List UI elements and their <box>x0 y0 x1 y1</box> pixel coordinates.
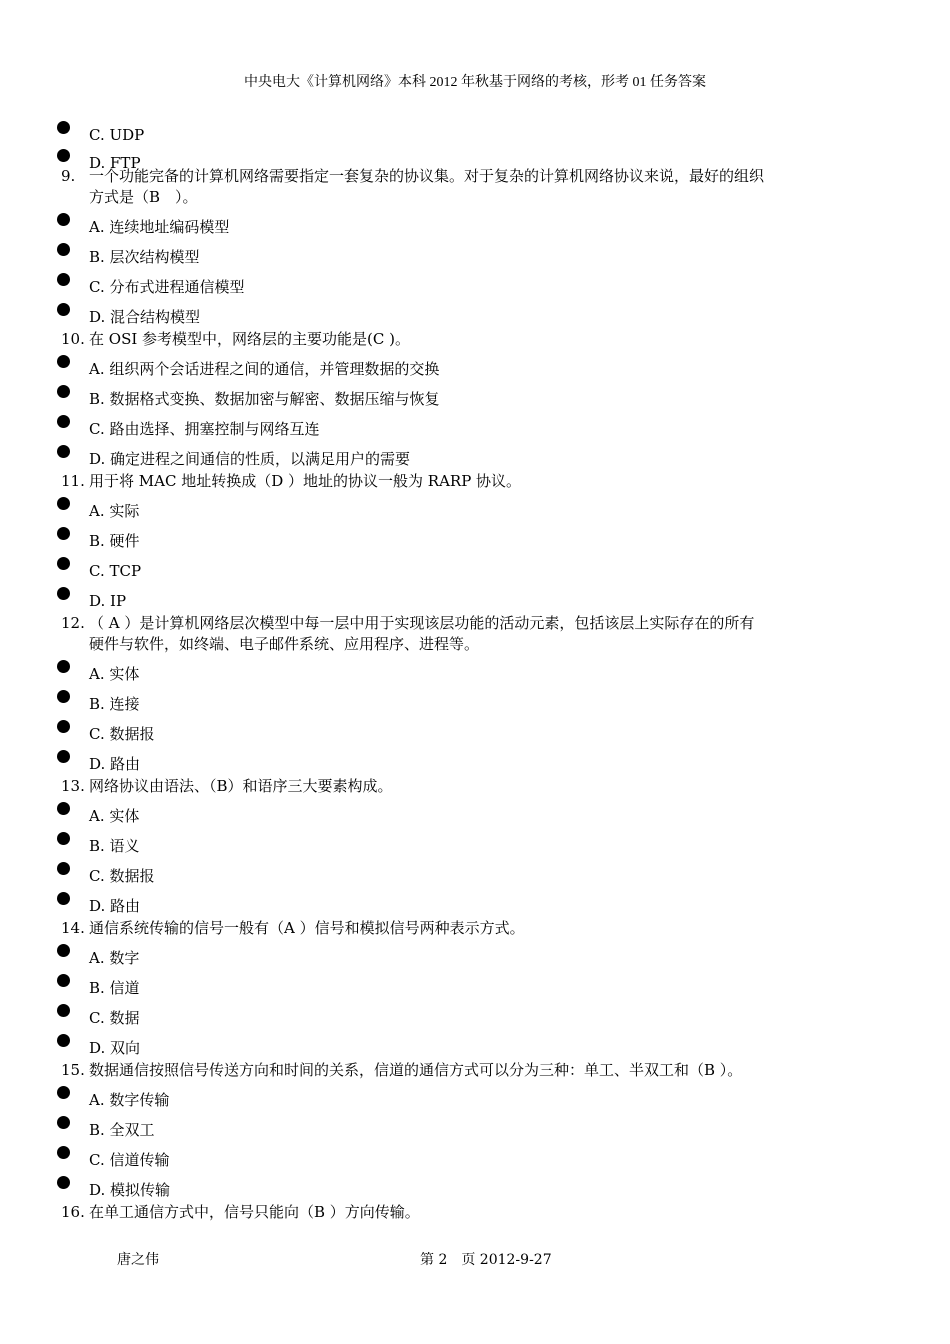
bullet-icon <box>57 802 70 815</box>
bullet-icon <box>57 527 70 540</box>
question-text: 通信系统传输的信号一般有（A ）信号和模拟信号两种表示方式。 <box>89 919 525 937</box>
question-text: 网络协议由语法、（B）和语序三大要素构成。 <box>89 777 393 795</box>
bullet-icon <box>57 1034 70 1047</box>
question-number: 9. <box>61 167 76 185</box>
bullet-icon <box>57 445 70 458</box>
question-number: 11. <box>61 472 85 490</box>
bullet-icon <box>57 1146 70 1159</box>
question-text: 用于将 MAC 地址转换成（D ）地址的协议一般为 RARP 协议。 <box>89 472 522 490</box>
question-text: 在 OSI 参考模型中，网络层的主要功能是(C )。 <box>89 330 410 348</box>
bullet-icon <box>57 587 70 600</box>
bullet-icon <box>57 149 70 162</box>
answer-option: B. 硬件 <box>89 532 140 550</box>
question-text: 一个功能完备的计算机网络需要指定一套复杂的协议集。对于复杂的计算机网络协议来说，最好的组织 <box>89 167 765 185</box>
footer-author: 唐之伟 <box>117 1252 159 1268</box>
answer-option: A. 组织两个会话进程之间的通信，并管理数据的交换 <box>89 360 440 378</box>
question-number: 10. <box>61 330 85 348</box>
answer-option: A. 数字传输 <box>89 1091 170 1109</box>
bullet-icon <box>57 121 70 134</box>
answer-option: D. IP <box>89 592 127 610</box>
bullet-icon <box>57 213 70 226</box>
bullet-icon <box>57 750 70 763</box>
answer-option: A. 实际 <box>89 502 140 520</box>
answer-option: C. UDP <box>89 126 145 144</box>
answer-option: A. 数字 <box>89 949 140 967</box>
answer-option: D. 双向 <box>89 1039 141 1057</box>
question-number: 15. <box>61 1061 85 1079</box>
bullet-icon <box>57 385 70 398</box>
bullet-icon <box>57 355 70 368</box>
answer-option: B. 层次结构模型 <box>89 248 200 266</box>
answer-option: A. 连续地址编码模型 <box>89 218 230 236</box>
answer-option: D. 路由 <box>89 897 141 915</box>
question-text: 在单工通信方式中，信号只能向（B ）方向传输。 <box>89 1203 420 1221</box>
answer-option: C. 分布式进程通信模型 <box>89 278 245 296</box>
bullet-icon <box>57 1176 70 1189</box>
bullet-icon <box>57 690 70 703</box>
answer-option: B. 语义 <box>89 837 140 855</box>
bullet-icon <box>57 497 70 510</box>
bullet-icon <box>57 832 70 845</box>
bullet-icon <box>57 660 70 673</box>
answer-option: C. 数据报 <box>89 867 155 885</box>
answer-option: D. 模拟传输 <box>89 1181 171 1199</box>
answer-option: C. TCP <box>89 562 142 580</box>
answer-option: B. 连接 <box>89 695 140 713</box>
bullet-icon <box>57 862 70 875</box>
question-number: 14. <box>61 919 85 937</box>
answer-option: B. 数据格式变换、数据加密与解密、数据压缩与恢复 <box>89 390 440 408</box>
question-text: 方式是（B ）。 <box>89 188 198 206</box>
bullet-icon <box>57 415 70 428</box>
answer-option: C. 路由选择、拥塞控制与网络互连 <box>89 420 320 438</box>
page-header: 中央电大《计算机网络》本科 2012 年秋基于网络的考核，形考 01 任务答案 <box>244 75 706 90</box>
answer-option: D. 混合结构模型 <box>89 308 201 326</box>
question-text: （ A ）是计算机网络层次模型中每一层中用于实现该层功能的活动元素，包括该层上实际存在的所有 <box>89 614 755 632</box>
bullet-icon <box>57 243 70 256</box>
answer-option: C. 数据 <box>89 1009 140 1027</box>
bullet-icon <box>57 303 70 316</box>
question-text: 硬件与软件，如终端、电子邮件系统、应用程序、进程等。 <box>89 635 480 653</box>
answer-option: A. 实体 <box>89 807 140 825</box>
bullet-icon <box>57 557 70 570</box>
answer-option: D. 路由 <box>89 755 141 773</box>
answer-option: D. 确定进程之间通信的性质，以满足用户的需要 <box>89 450 411 468</box>
answer-option: B. 全双工 <box>89 1121 155 1139</box>
question-number: 16. <box>61 1203 85 1221</box>
footer-page: 第 2 页 2012-9-27 <box>420 1252 552 1268</box>
question-number: 12. <box>61 614 85 632</box>
bullet-icon <box>57 974 70 987</box>
bullet-icon <box>57 892 70 905</box>
answer-option: A. 实体 <box>89 665 140 683</box>
bullet-icon <box>57 1086 70 1099</box>
bullet-icon <box>57 720 70 733</box>
bullet-icon <box>57 944 70 957</box>
bullet-icon <box>57 1004 70 1017</box>
answer-option: C. 信道传输 <box>89 1151 170 1169</box>
answer-option: D. FTP <box>89 154 141 172</box>
answer-option: C. 数据报 <box>89 725 155 743</box>
answer-option: B. 信道 <box>89 979 140 997</box>
bullet-icon <box>57 1116 70 1129</box>
question-number: 13. <box>61 777 85 795</box>
question-text: 数据通信按照信号传送方向和时间的关系，信道的通信方式可以分为三种：单工、半双工和（B ）。 <box>89 1061 743 1079</box>
bullet-icon <box>57 273 70 286</box>
